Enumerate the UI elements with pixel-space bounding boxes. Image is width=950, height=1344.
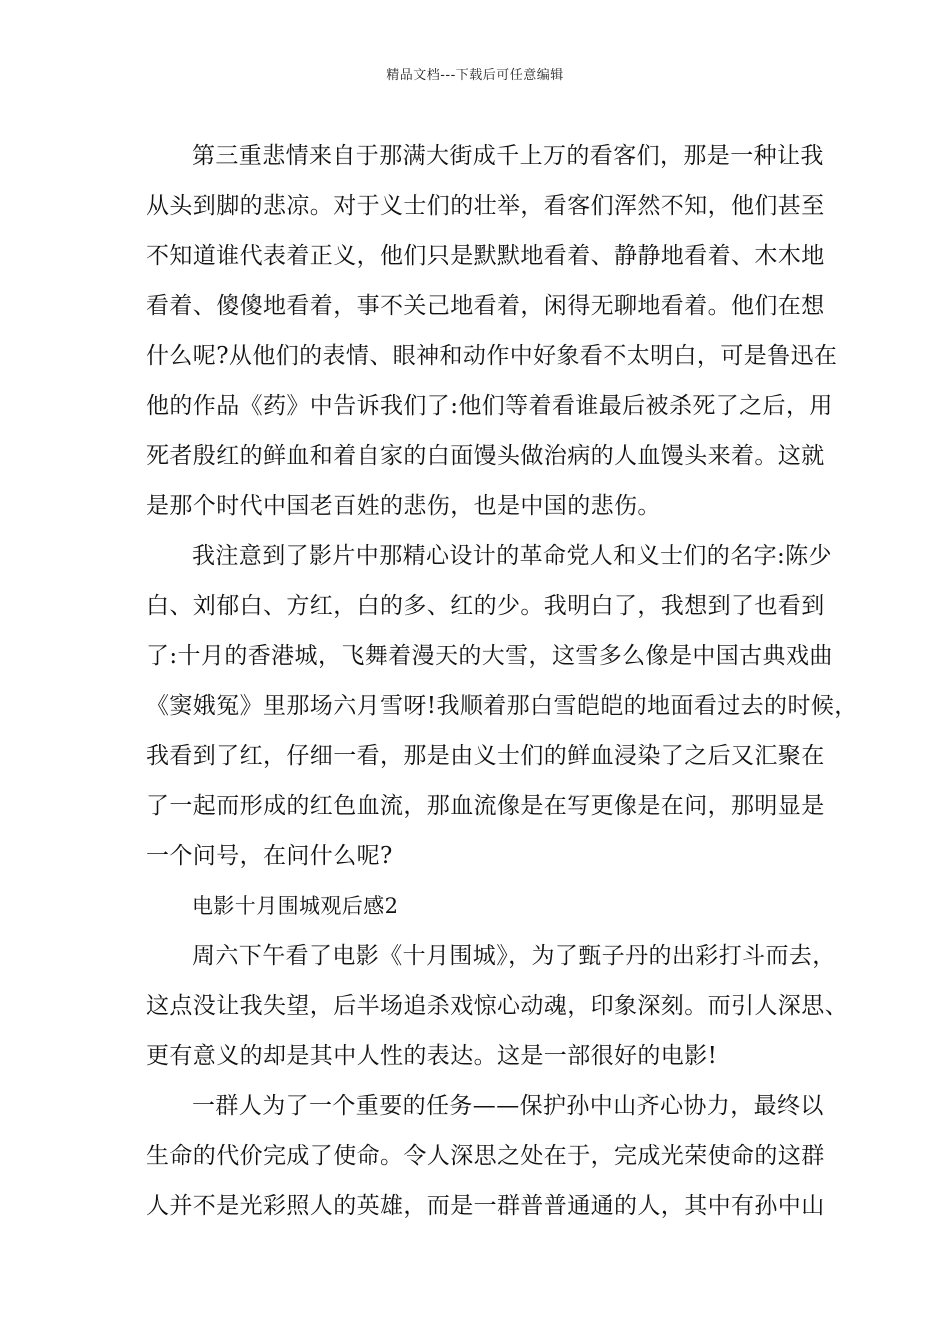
text-line: 了:十月的香港城，飞舞着漫天的大雪，这雪多么像是中国古典戏曲 — [146, 643, 833, 669]
text-line: 看着、傻傻地看着，事不关己地看着，闲得无聊地看着。他们在想 — [146, 293, 825, 319]
text-line: 一群人为了一个重要的任务——保护孙中山齐心协力，最终以 — [192, 1093, 824, 1119]
text-line: 我注意到了影片中那精心设计的革命党人和义士们的名字:陈少 — [192, 543, 832, 569]
text-line: 不知道谁代表着正义，他们只是默默地看着、静静地看着、木木地 — [146, 243, 825, 269]
text-line: 了一起而形成的红色血流，那血流像是在写更像是在问，那明显是 — [146, 793, 825, 819]
text-line: 人并不是光彩照人的英雄，而是一群普普通通的人，其中有孙中山 — [146, 1193, 825, 1219]
text-line: 白、刘郁白、方红，白的多、红的少。我明白了，我想到了也看到 — [146, 593, 825, 619]
text-line: 我看到了红，仔细一看，那是由义士们的鲜血浸染了之后又汇聚在 — [146, 743, 825, 769]
text-line: 更有意义的却是其中人性的表达。这是一部很好的电影! — [146, 1043, 718, 1069]
text-line: 他的作品《药》中告诉我们了:他们等着看谁最后被杀死了之后，用 — [146, 393, 833, 419]
text-line: 这点没让我失望，后半场追杀戏惊心动魂，印象深刻。而引人深思、 — [146, 993, 848, 1019]
text-line: 从头到脚的悲凉。对于义士们的壮举，看客们浑然不知，他们甚至 — [146, 193, 825, 219]
text-line: 《窦娥冤》里那场六月雪呀!我顺着那白雪皑皑的地面看过去的时候， — [146, 693, 858, 719]
text-line: 生命的代价完成了使命。令人深思之处在于，完成光荣使命的这群 — [146, 1143, 825, 1169]
text-line: 死者殷红的鲜血和着自家的白面馒头做治病的人血馒头来着。这就 — [146, 443, 825, 469]
text-line: 周六下午看了电影《十月围城》，为了甄子丹的出彩打斗而去， — [192, 943, 836, 969]
text-line: 是那个时代中国老百姓的悲伤，也是中国的悲伤。 — [146, 493, 661, 519]
text-line: 第三重悲情来自于那满大街成千上万的看客们，那是一种让我 — [192, 143, 824, 169]
page-header: 精品文档---下载后可任意编辑 — [386, 68, 564, 83]
text-line: 一个问号，在问什么呢? — [146, 843, 393, 869]
document-body — [146, 131, 858, 1231]
section-heading: 电影十月围城观后感2 — [192, 894, 399, 918]
text-line: 什么呢?从他们的表情、眼神和动作中好象看不太明白，可是鲁迅在 — [146, 343, 838, 369]
